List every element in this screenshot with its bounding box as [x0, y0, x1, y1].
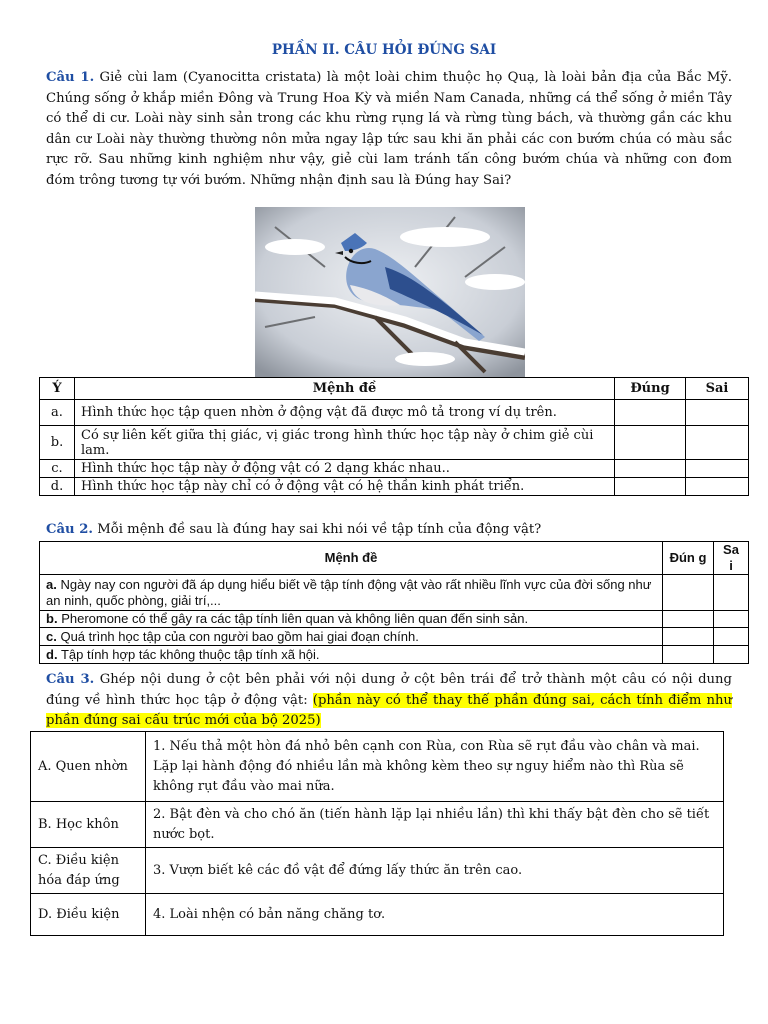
table-row	[40, 400, 749, 426]
false-cell[interactable]	[714, 611, 749, 628]
false-cell[interactable]	[686, 478, 749, 496]
row-statement	[40, 628, 663, 646]
true-cell[interactable]	[663, 628, 714, 646]
col-header-statement: Mệnh đề	[75, 378, 615, 400]
row-statement	[40, 646, 663, 664]
question-3-text: Ghép nội dung ở cột bên phải với nội dung ở cột bên trái để trở thành một câu có nội dung đúng về hình thức học tập ở động vật:	[46, 672, 732, 708]
row-id: a.	[46, 576, 57, 592]
true-cell[interactable]	[663, 575, 714, 611]
col-header-true: Đúng	[615, 378, 686, 400]
table-row	[40, 478, 749, 496]
row-text: Tập tính hợp tác không thuộc tập tính xã hội.	[60, 646, 320, 662]
question-3-highlight-note: (phần này có thể thay thế phần đúng sai, cách tính điểm như phần đúng sai cấu trúc mới của bộ 2025)	[46, 692, 732, 728]
right-column-item: 3. Vượn biết kê các đồ vật để đứng lấy thức ăn trên cao.	[146, 848, 724, 894]
question-3	[46, 670, 732, 732]
row-statement: Có sự liên kết giữa thị giác, vị giác trong hình thức học tập này ở chim giẻ cùi lam.	[75, 426, 615, 460]
question-2-text: Mỗi mệnh đề sau là đúng hay sai khi nói về tập tính của động vật?	[97, 522, 542, 537]
right-column-item: 4. Loài nhện có bản năng chăng tơ.	[146, 894, 724, 936]
row-id: d.	[40, 478, 75, 496]
col-header-true: Đún g	[663, 542, 714, 575]
row-text: Quá trình học tập của con người bao gồm hai giai đoạn chính.	[60, 628, 419, 644]
false-cell[interactable]	[714, 628, 749, 646]
row-statement: Hình thức học tập này ở động vật có 2 dạng khác nhau..	[75, 460, 615, 478]
question-1-table	[39, 377, 749, 496]
false-cell[interactable]	[714, 575, 749, 611]
left-column-item: A. Quen nhờn	[31, 732, 146, 802]
table-row	[40, 646, 749, 664]
table-row	[40, 611, 749, 628]
matching-table	[30, 731, 724, 936]
table-row	[40, 426, 749, 460]
row-statement: Hình thức học tập này chỉ có ở động vật có hệ thần kinh phát triển.	[75, 478, 615, 496]
matching-row	[31, 848, 724, 894]
section-heading: PHẦN II. CÂU HỎI ĐÚNG SAI	[271, 42, 497, 58]
table-row	[40, 460, 749, 478]
row-statement	[40, 611, 663, 628]
col-header-id: Ý	[40, 378, 75, 400]
question-2	[46, 520, 732, 541]
blue-jay-image	[255, 207, 525, 377]
question-1	[46, 68, 732, 191]
false-cell[interactable]	[714, 646, 749, 664]
matching-row	[31, 802, 724, 848]
matching-row	[31, 732, 724, 802]
true-cell[interactable]	[615, 400, 686, 426]
row-text: Ngày nay con người đã áp dụng hiểu biết về tập tính động vật vào rất nhiều lĩnh vực của đời sống như an ninh, quốc phòng, giải trí,...	[46, 576, 652, 608]
false-cell[interactable]	[686, 400, 749, 426]
left-column-item: C. Điều kiện hóa đáp ứng	[31, 848, 146, 894]
false-cell[interactable]	[686, 426, 749, 460]
question-2-label: Câu 2.	[46, 522, 93, 537]
col-header-false: Sai	[686, 378, 749, 400]
col-header-statement: Mệnh đề	[40, 542, 663, 575]
row-id: c.	[40, 460, 75, 478]
table-row	[40, 575, 749, 611]
col-header-false: Sa i	[714, 542, 749, 575]
true-cell[interactable]	[663, 646, 714, 664]
question-1-label: Câu 1.	[46, 70, 95, 85]
right-column-item: 2. Bật đèn và cho chó ăn (tiến hành lặp lại nhiều lần) thì khi thấy bật đèn cho sẽ tiết nước bọt.	[146, 802, 724, 848]
question-1-text: Giẻ cùi lam (Cyanocitta cristata) là một loài chim thuộc họ Quạ, là loài bản địa của Bắc Mỹ. Chúng sống ở khắp miền Đông và Trung Hoa Kỳ và miền Nam Canada, những cá thể sống ở miền Tây có thể di cư. Loài này sinh sản trong các khu rừng rụng lá và rừng tùng bách, và thường gần các khu dân cư Loài này thường thường nôn mửa ngay lập tức sau khi ăn phải các con bướm chúa có màu sắc rực rỡ. Sau những kinh nghiệm như vậy, giẻ cùi lam tránh tấn công bướm chúa và những con đom đóm trông tương tự với bướm. Những nhận định sau là Đúng hay Sai?	[46, 70, 732, 188]
row-id: d.	[46, 646, 58, 662]
question-2-table	[39, 541, 749, 664]
true-cell[interactable]	[615, 478, 686, 496]
row-id: b.	[40, 426, 75, 460]
table-row	[40, 628, 749, 646]
true-cell[interactable]	[615, 460, 686, 478]
row-statement	[40, 575, 663, 611]
row-id: a.	[40, 400, 75, 426]
left-column-item: D. Điều kiện	[31, 894, 146, 936]
question-3-label: Câu 3.	[46, 672, 95, 687]
false-cell[interactable]	[686, 460, 749, 478]
left-column-item: B. Học khôn	[31, 802, 146, 848]
true-cell[interactable]	[615, 426, 686, 460]
row-id: c.	[46, 628, 57, 644]
row-text: Pheromone có thể gây ra các tập tính liên quan và không liên quan đến sinh sản.	[61, 611, 529, 626]
row-id: b.	[46, 611, 58, 626]
row-statement: Hình thức học tập quen nhờn ở động vật đã được mô tả trong ví dụ trên.	[75, 400, 615, 426]
matching-row	[31, 894, 724, 936]
true-cell[interactable]	[663, 611, 714, 628]
right-column-item: 1. Nếu thả một hòn đá nhỏ bên cạnh con Rùa, con Rùa sẽ rụt đầu vào chân và mai. Lặp lại hành động đó nhiều lần mà không kèm theo sự nguy hiểm nào thì Rùa sẽ không rụt đầu vào mai nữa.	[146, 732, 724, 802]
